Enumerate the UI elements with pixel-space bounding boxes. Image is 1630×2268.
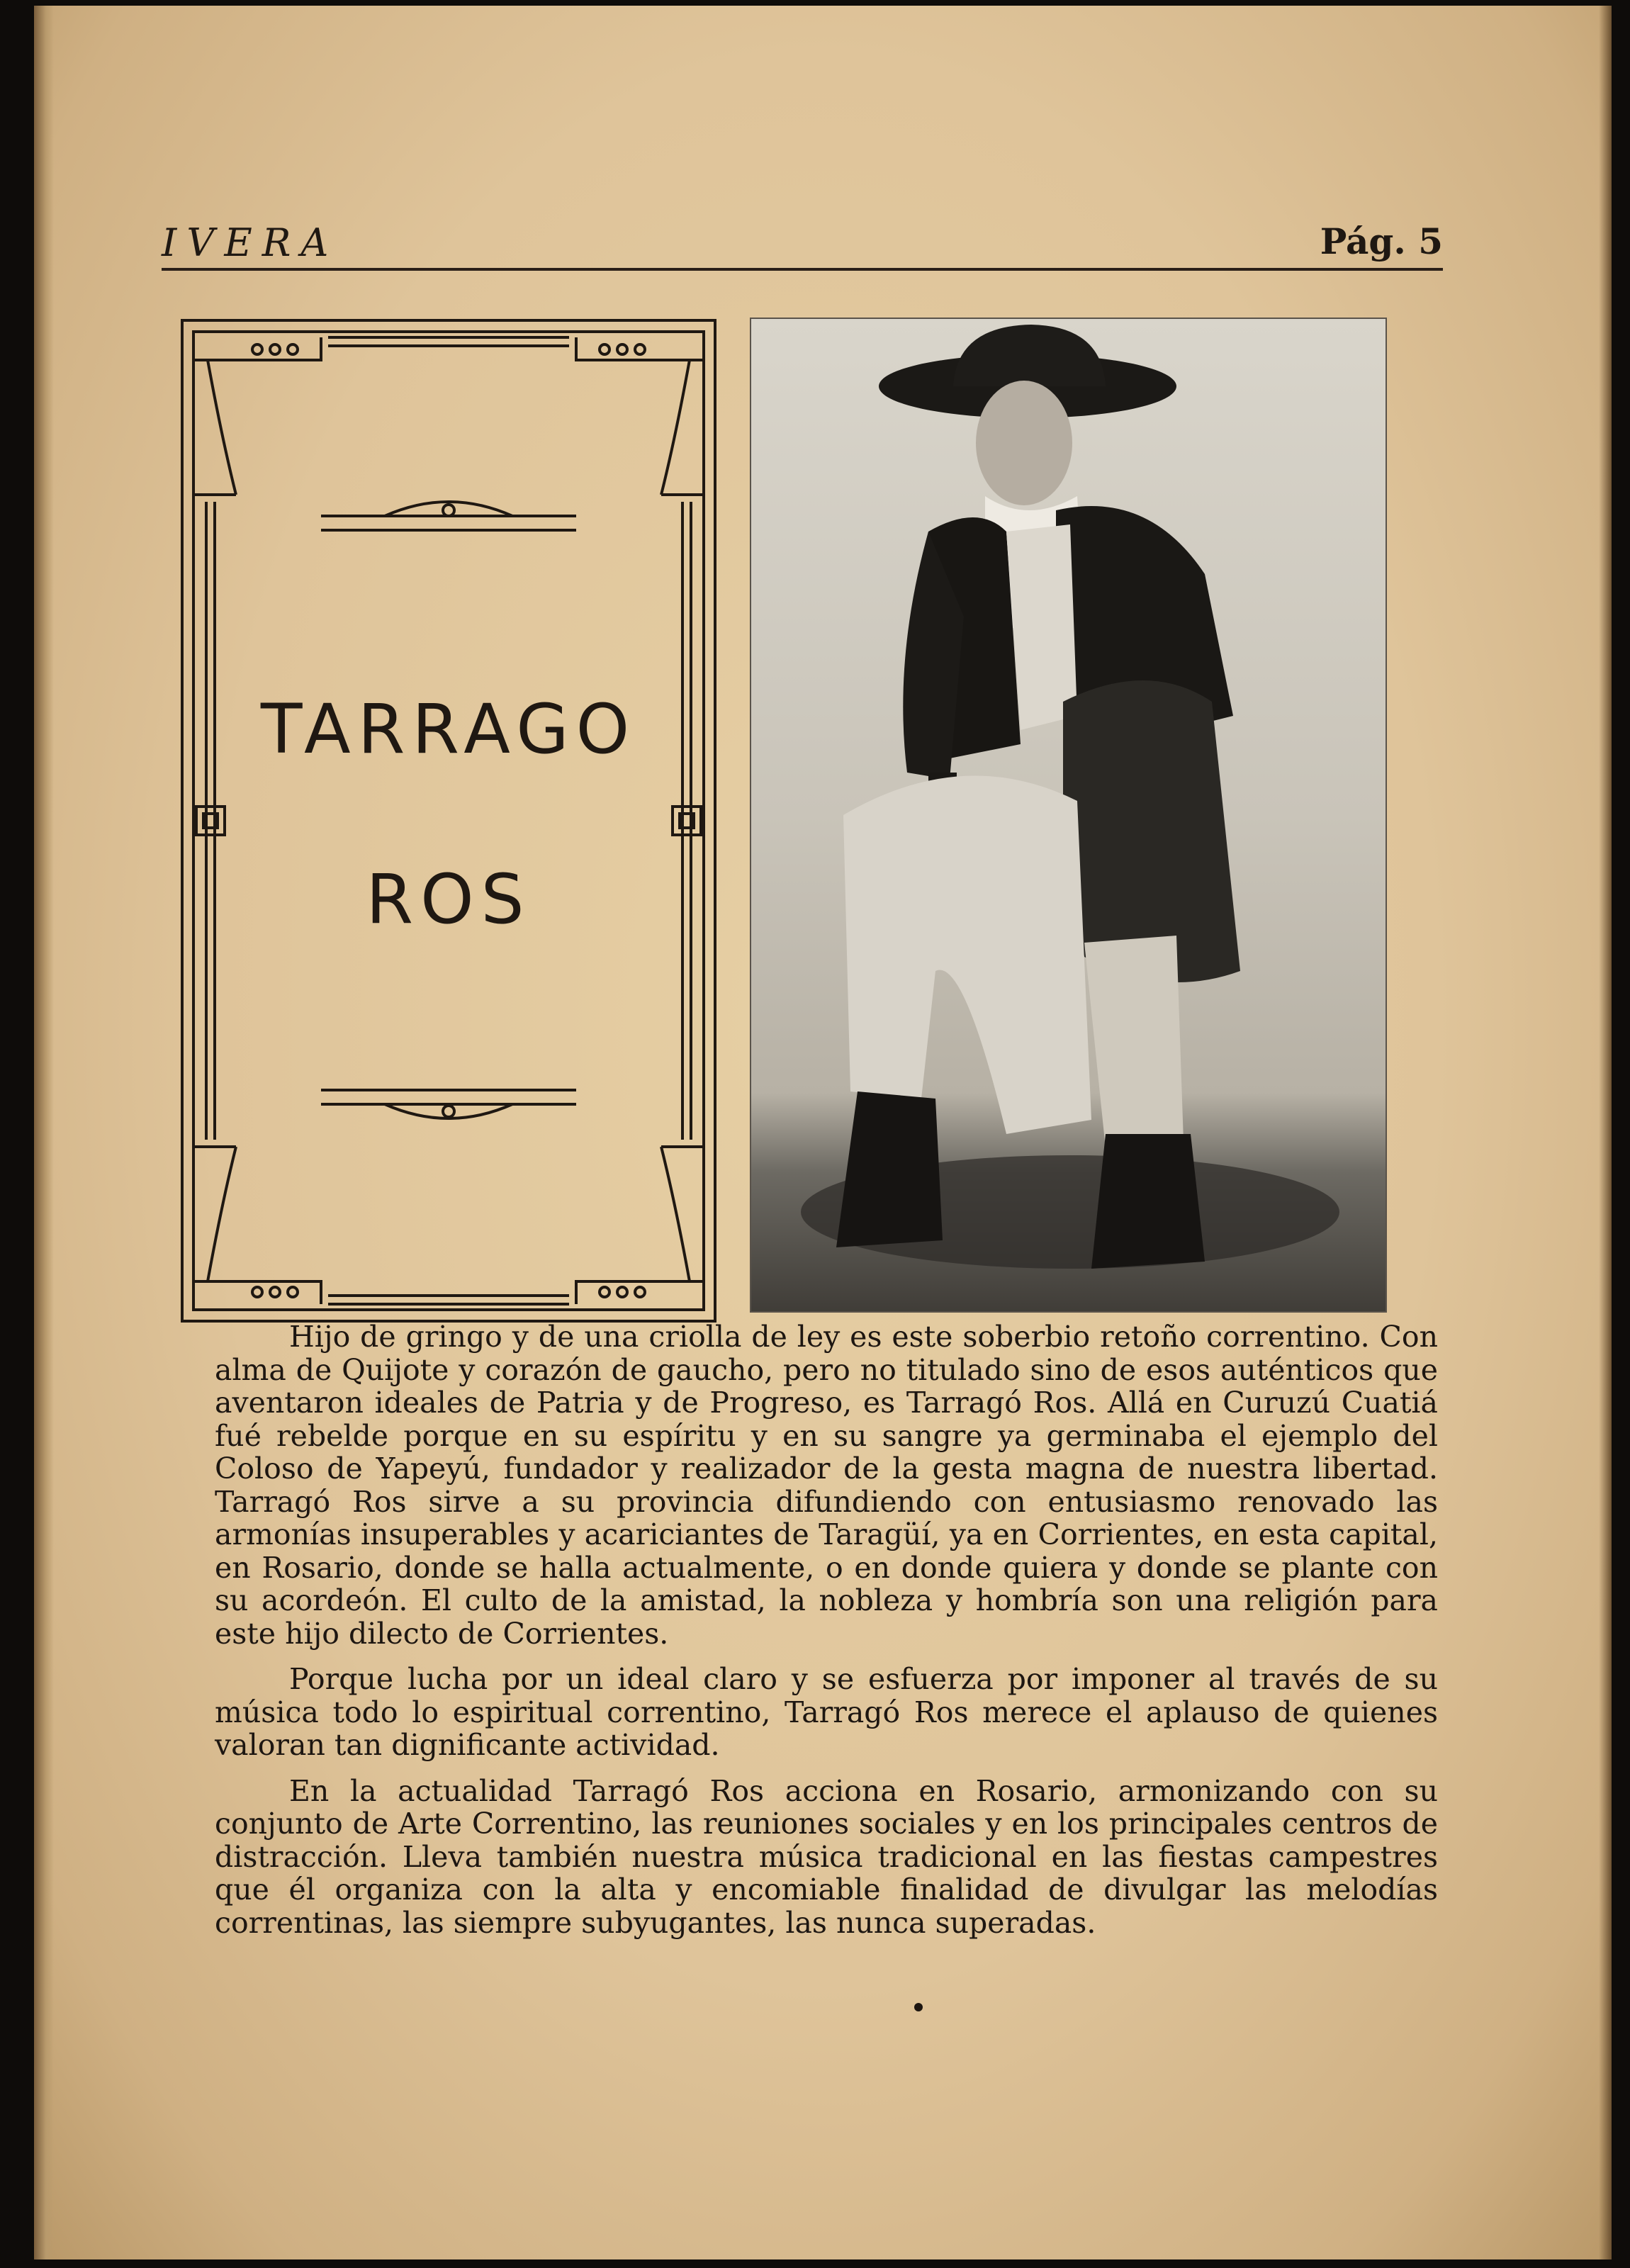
title-frame xyxy=(179,318,718,1324)
ornamental-frame-icon xyxy=(179,318,718,1324)
article-paragraph: En la actualidad Tarragó Ros acciona en Rosario, armonizando con su conjunto de Arte Correntino, las reuniones sociales y en los principales centros de distracción. Lleva también nuestra música tradicional en las fiestas campestres que él organiza con la alta y encomiable finalidad de divulgar las melodías correntinas, las siempre subyugantes, las nunca superadas. xyxy=(215,1773,1438,1940)
article-body xyxy=(215,1320,1438,1952)
title-first-name: TARRAGO xyxy=(260,690,637,769)
article-paragraph: Porque lucha por un ideal claro y se esfuerza por imponer al través de su música todo lo espiritual correntino, Tarragó Ros merece el aplauso de quienes valoran tan dignificante actividad. xyxy=(215,1662,1438,1762)
page-edge-shadow xyxy=(1599,6,1612,2259)
page-header xyxy=(162,211,1443,271)
binding-gutter xyxy=(34,6,54,2259)
page-number: Pág. 5 xyxy=(1320,220,1443,262)
portrait-photo xyxy=(750,318,1387,1313)
end-mark-icon xyxy=(914,2003,923,2011)
title-last-name: ROS xyxy=(366,860,532,939)
article-paragraph: Hijo de gringo y de una criolla de ley es este soberbio retoño correntino. Con alma de Quijote y corazón de gaucho, pero no titulado sino de esos auténticos que aventaron ideales de Patria y de Progreso, es Tarragó Ros. Allá en Curuzú Cuatiá fué rebelde porque en su espíritu y en su sangre ya germinaba el ejemplo del Coloso de Yapeyú, fundador y realizador de la gesta magna de nuestra libertad. Tarragó Ros sirve a su provincia difundiendo con entusiasmo renovado las armonías insuperables y acariciantes de Taragüí, ya en Corrientes, en esta capital, en Rosario, donde se halla actualmente, o en donde quiera y donde se plante con su acordeón. El culto de la amistad, la nobleza y hombría son una religión para este hijo dilecto de Corrientes. xyxy=(215,1320,1438,1651)
magazine-page xyxy=(34,6,1612,2259)
magazine-name: IVERA xyxy=(162,220,339,265)
man-in-gaucho-attire-icon xyxy=(751,319,1386,1311)
